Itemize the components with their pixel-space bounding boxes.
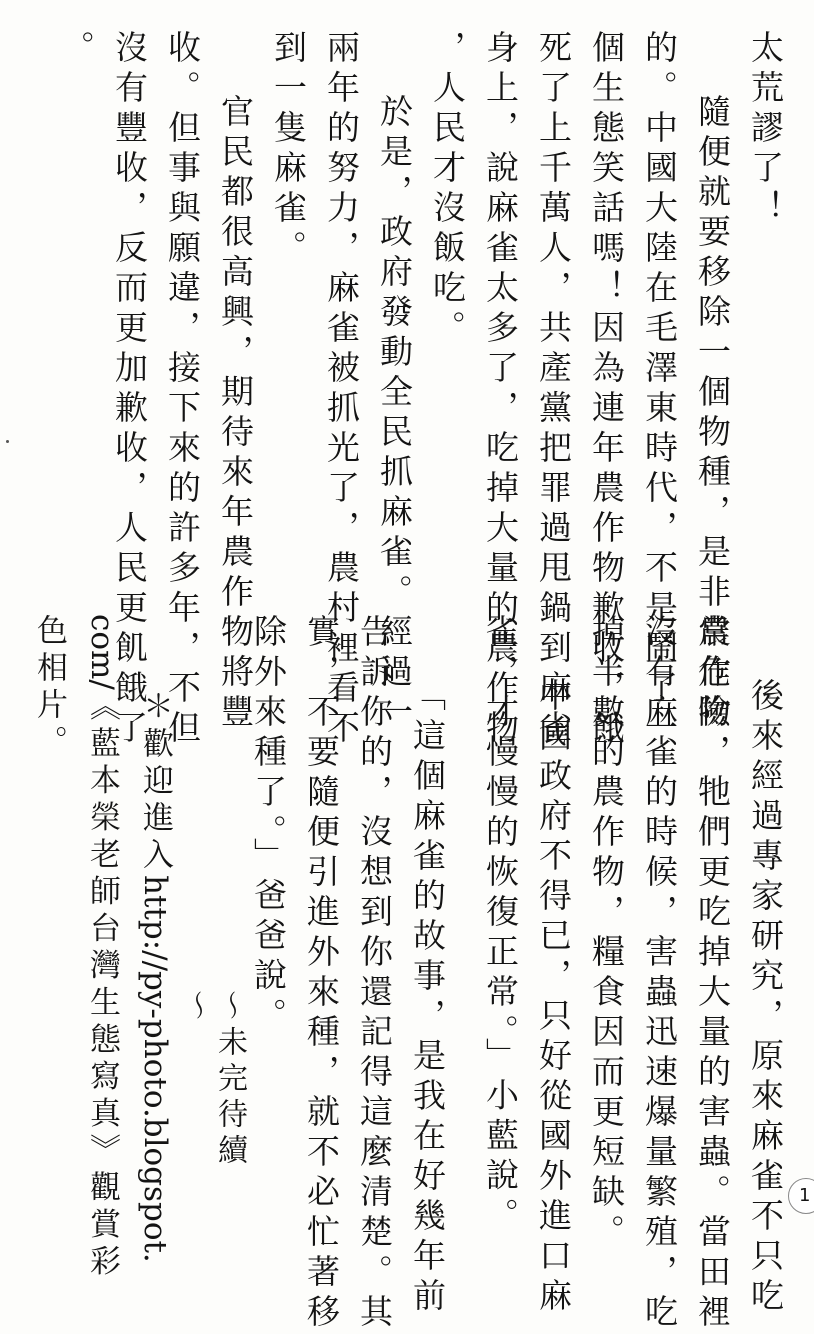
text-column: 告訴你的，沒想到你還記得這麼清楚。其 [355, 614, 394, 1334]
text-column: 死了上千萬人，共產黨把罪過甩鍋到麻雀 [534, 30, 573, 750]
note-line-1 [138, 690, 172, 1263]
text-column: 太荒謬了！ [746, 30, 785, 230]
note-tail: 色相片。 [31, 614, 67, 762]
text-column: 到一隻麻雀。 [269, 30, 308, 270]
page-number: 1 [788, 1178, 814, 1214]
text-column: 個生態笑話嗎！因為連年農作物歉收，餓 [587, 30, 626, 750]
blog-url-part-2[interactable]: com/ [84, 614, 120, 690]
text-column: 身上，說麻雀太多了，吃掉大量的農作物 [481, 30, 520, 750]
scan-speck [6, 440, 9, 443]
text-column: 「這個麻雀的故事，是我在好幾年前 [408, 678, 447, 1318]
text-column: 農作物，牠們更吃掉大量的害蟲。當田裡 [693, 614, 732, 1334]
text-column: 實，不要隨便引進外來種，就不必忙著移 [302, 614, 341, 1334]
note-line-3 [32, 614, 66, 762]
text-column: 後來經過專家研究，原來麻雀不只吃 [746, 678, 785, 1318]
text-column: 官民都很高興，期待來年農作物將豐 [216, 94, 255, 734]
text-column: 掉半數的農作物，糧食因而更短缺。 [587, 614, 626, 1254]
to-be-continued: ～未完待續～ [178, 990, 247, 1170]
text-column: 除外來種了。」爸爸說。 [249, 614, 288, 1038]
text-column: 收。但事與願違，接下來的許多年，不但 [163, 30, 202, 750]
note-prefix: ＊歡迎進入 [137, 690, 173, 875]
text-column: 沒有豐收，反而更加歉收，人民更飢餓了 [110, 30, 149, 750]
text-column: 。 [57, 30, 96, 70]
text-column: 沒有麻雀的時候，害蟲迅速爆量繁殖，吃 [640, 614, 679, 1334]
text-column: 中國政府不得已，只好從國外進口麻 [534, 678, 573, 1318]
text-column: 雀，才慢慢的恢復正常。」小藍說。 [481, 614, 520, 1238]
text-column: 於是，政府發動全民抓麻雀。經過一 [375, 94, 414, 734]
note-blog-title: 《藍本榮老師台灣生態寫真》觀賞彩 [84, 689, 120, 1282]
note-line-2 [85, 614, 119, 1282]
text-column: 兩年的努力，麻雀被抓光了，農村裡看不 [322, 30, 361, 750]
text-column: ，人民才沒飯吃。 [428, 30, 467, 350]
blog-url-part-1[interactable]: http://py-photo.blogspot. [137, 875, 173, 1263]
text-column: 的。中國大陸在毛澤東時代，不是鬧了一 [640, 30, 679, 750]
text-column: 隨便就要移除一個物種，是非常危險 [693, 94, 732, 734]
